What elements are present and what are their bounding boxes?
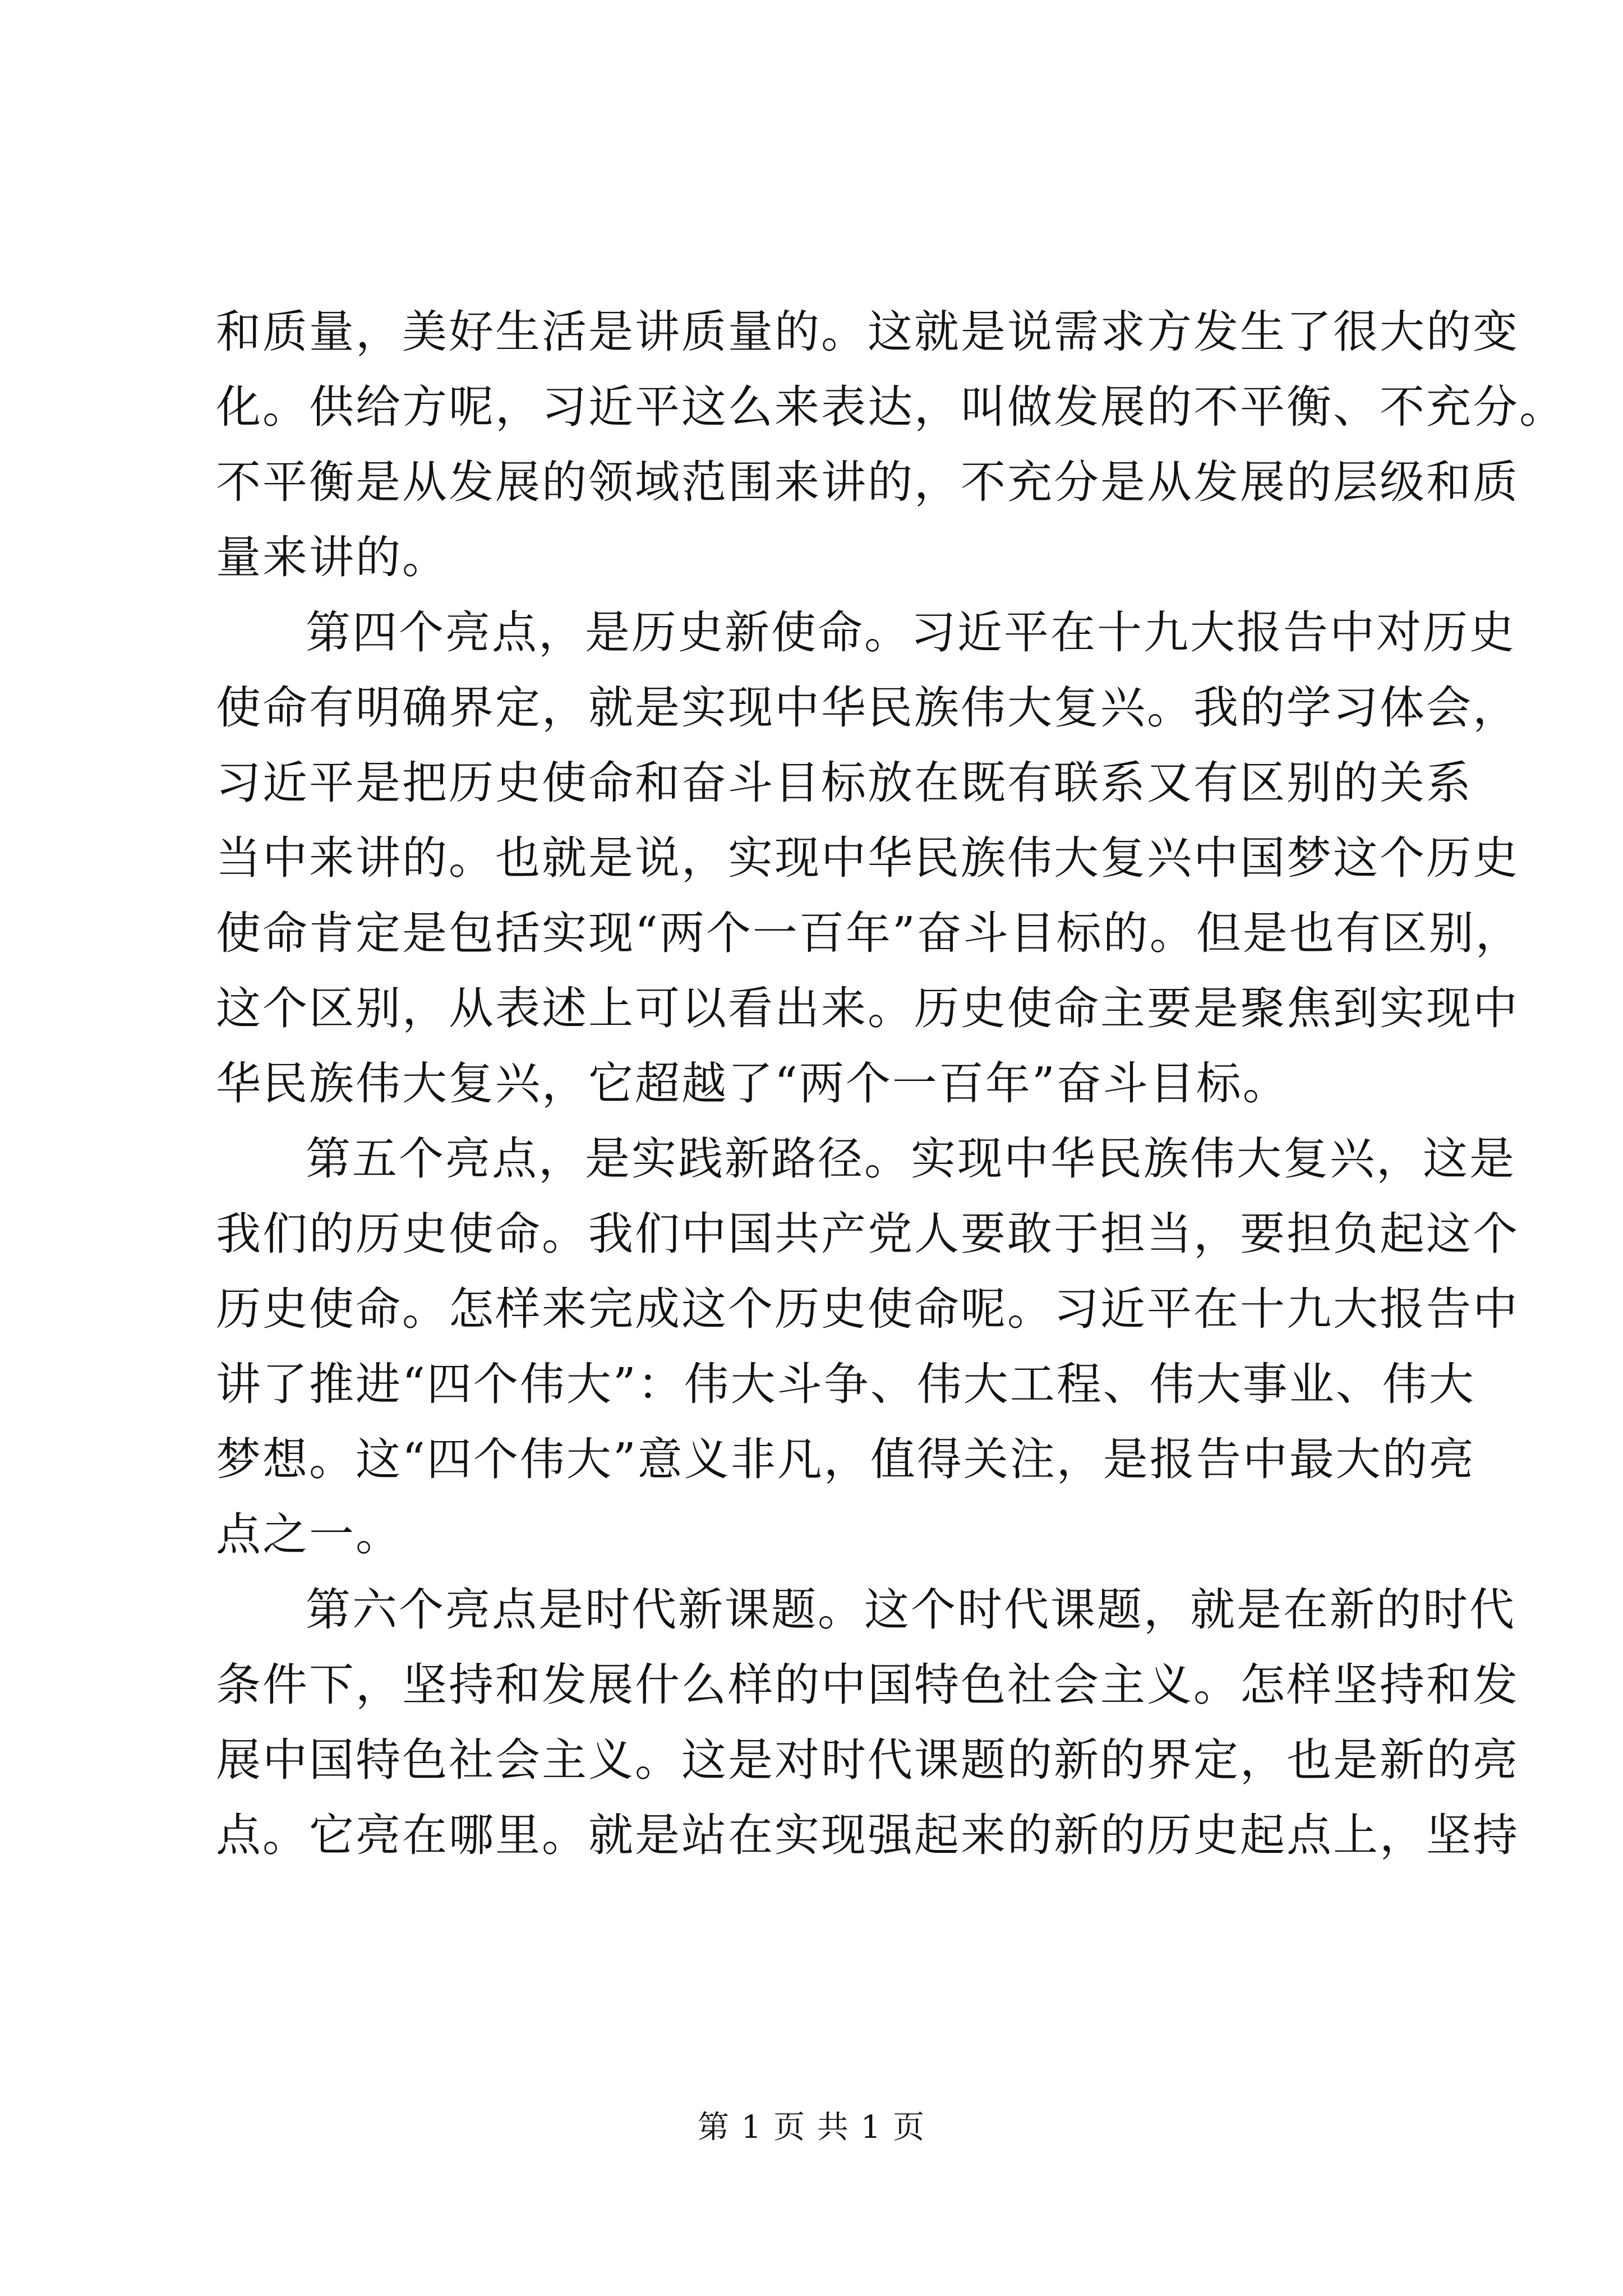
page-footer xyxy=(0,2108,1623,2147)
paragraph xyxy=(216,1572,1519,1873)
text-line: 梦想。这“四个伟大”意义非凡，值得关注，是报告中最大的亮 xyxy=(216,1433,1476,1485)
text-line: 条件下，坚持和发展什么样的中国特色社会主义。怎样坚持和发 xyxy=(216,1659,1519,1711)
paragraph xyxy=(216,1121,1519,1572)
paragraph xyxy=(216,595,1522,1121)
text-line: 第五个亮点，是实践新路径。实现中华民族伟大复兴，这是 xyxy=(306,1133,1516,1185)
text-line: 华民族伟大复兴，它超越了“两个一百年”奋斗目标。 xyxy=(216,1057,1289,1110)
text-line: 这个区别，从表述上可以看出来。历史使命主要是聚焦到实现中 xyxy=(216,982,1519,1034)
text-line: 展中国特色社会主义。这是对时代课题的新的界定，也是新的亮 xyxy=(216,1734,1519,1786)
text-line: 点。它亮在哪里。就是站在实现强起来的新的历史起点上，坚持 xyxy=(216,1809,1519,1861)
body-text xyxy=(216,295,1566,1873)
text-line: 第六个亮点是时代新课题。这个时代课题，就是在新的时代 xyxy=(306,1584,1516,1636)
text-line: 我们的历史使命。我们中国共产党人要敢于担当，要担负起这个 xyxy=(216,1208,1519,1260)
text-line: 使命有明确界定，就是实现中华民族伟大复兴。我的学习体会， xyxy=(216,682,1519,734)
text-line: 历史使命。怎样来完成这个历史使命呢。习近平在十九大报告中 xyxy=(216,1283,1519,1335)
text-line: 讲了推进“四个伟大”：伟大斗争、伟大工程、伟大事业、伟大 xyxy=(216,1358,1476,1410)
text-line: 化。供给方呢，习近平这么来表达，叫做发展的不平衡、不充分。 xyxy=(216,381,1566,433)
text-line: 点之一。 xyxy=(216,1508,402,1561)
text-line: 习近平是把历史使命和奋斗目标放在既有联系又有区别的关系 xyxy=(216,757,1473,809)
text-line: 量来讲的。 xyxy=(216,531,449,583)
text-line: 当中来讲的。也就是说，实现中华民族伟大复兴中国梦这个历史 xyxy=(216,832,1519,884)
text-line: 和质量，美好生活是讲质量的。这就是说需求方发生了很大的变 xyxy=(216,306,1519,358)
paragraph xyxy=(216,295,1566,595)
text-line: 第四个亮点，是历史新使命。习近平在十九大报告中对历史 xyxy=(306,606,1516,659)
text-line: 使命肯定是包括实现“两个一百年”奋斗目标的。但是也有区别， xyxy=(216,907,1522,959)
text-line: 不平衡是从发展的领域范围来讲的，不充分是从发展的层级和质 xyxy=(216,456,1519,508)
page-number: 第 1 页 共 1 页 xyxy=(697,2109,926,2146)
